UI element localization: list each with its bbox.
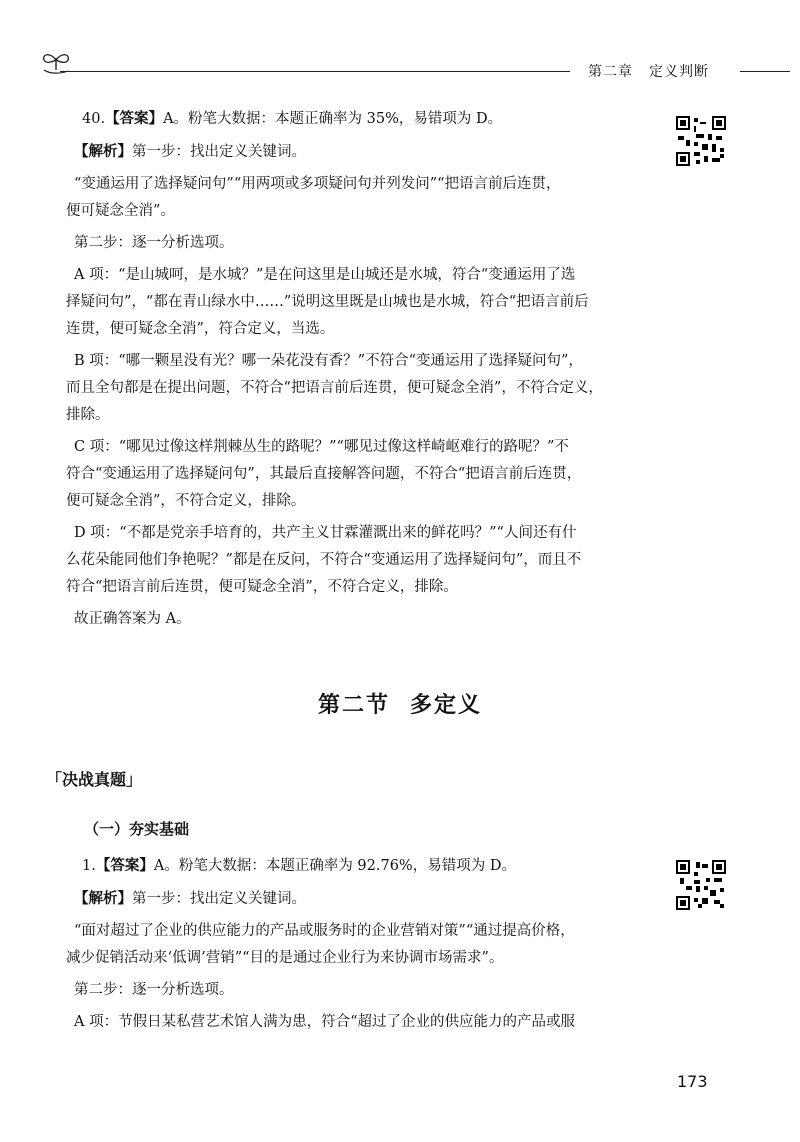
chapter-title: 定义判断: [649, 64, 709, 80]
text-line: 择疑问句”，“都在青山绿水中……”说明这里既是山城也是水城，符合“把语言前后: [66, 294, 589, 310]
text-line: 排除。: [66, 407, 110, 423]
section-title: [0, 688, 800, 719]
analysis-line: [74, 885, 644, 913]
subsection-title: （一）夯实基础: [84, 820, 190, 838]
text-line: C 项：“哪见过像这样荆棘丛生的路呢？”“哪见过像这样崎岖难行的路呢？”不: [74, 439, 569, 455]
text-line: B 项：“哪一颗星没有光？哪一朵花没有香？”不符合“变通运用了选择疑问句”，: [74, 353, 583, 369]
running-header: [588, 61, 725, 81]
keywords-paragraph: [66, 171, 644, 225]
header-rule-right: [740, 71, 790, 72]
analysis-step1: 第一步：找出定义关键词。: [132, 144, 306, 160]
section-number: 第二节: [317, 693, 390, 718]
option-b-paragraph: [66, 348, 644, 429]
option-a-paragraph: [74, 1009, 644, 1036]
text-line: “面对超过了企业的供应能力的产品或服务时的企业营销对策”“通过提高价格，: [74, 923, 575, 939]
text-line: 连贯，便可疑念全消”，符合定义，当选。: [66, 321, 335, 337]
analysis-tag: 【解析】: [74, 143, 132, 160]
answer-text: A。粉笔大数据：本题正确率为 35%，易错项为 D。: [163, 111, 503, 127]
question-40-explanation: [66, 105, 644, 638]
qr-code-icon: [676, 116, 726, 166]
analysis-tag: 【解析】: [74, 890, 132, 907]
text-line: 第二步：逐一分析选项。: [74, 982, 234, 998]
text-line: 故正确答案为 A。: [74, 611, 191, 627]
page-number: 173: [677, 1072, 708, 1091]
answer-line: [74, 105, 644, 133]
text-line: 符合“变通运用了选择疑问句”，其最后直接解答问题，不符合“把语言前后连贯，: [66, 466, 582, 482]
text-line: 减少促销活动来‘低调’营销”“目的是通过企业行为来协调市场需求”。: [66, 950, 504, 966]
answer-line: [74, 852, 644, 880]
answer-tag: 【答案】: [105, 110, 164, 127]
text-line: A 项：节假日某私营艺术馆人满为患，符合“超过了企业的供应能力的产品或服: [74, 1014, 575, 1030]
answer-tag: 【答案】: [95, 857, 154, 874]
qr-code-icon: [676, 860, 726, 910]
text-line: 第二步：逐一分析选项。: [74, 235, 234, 251]
exam-questions-label: 「决战真题」: [46, 770, 143, 789]
text-line: 么花朵能同他们争艳呢？”都是在反问，不符合“变通运用了选择疑问句”，而且不: [66, 552, 582, 568]
text-line: D 项：“不都是党亲手培育的，共产主义甘霖灌溉出来的鲜花吗？”“人间还有什: [74, 525, 577, 541]
text-line: 而且全句都是在提出问题，不符合“把语言前后连贯，便可疑念全消”，不符合定义，: [66, 380, 603, 396]
text-line: 符合“把语言前后连贯，便可疑念全消”，不符合定义，排除。: [66, 579, 458, 595]
text-line: 便可疑念全消”。: [66, 203, 175, 219]
analysis-step1: 第一步：找出定义关键词。: [132, 891, 306, 907]
header-rule: [60, 71, 570, 72]
answer-text: A。粉笔大数据：本题正确率为 92.76%，易错项为 D。: [153, 858, 516, 874]
option-c-paragraph: [66, 434, 644, 515]
step2-paragraph: [74, 230, 644, 257]
analysis-line: [74, 138, 644, 166]
option-d-paragraph: [66, 520, 644, 601]
text-line: A 项：“是山城呵，是水城？”是在问这里是山城还是水城，符合“变通运用了选: [74, 267, 576, 283]
conclusion-paragraph: [74, 606, 644, 633]
question-1-explanation: [66, 852, 644, 1041]
text-line: “变通运用了选择疑问句”“用两项或多项疑问句并列发问”“把语言前后连贯，: [74, 176, 561, 192]
chapter-label: 第二章: [588, 64, 633, 80]
question-number: 40.: [82, 111, 106, 127]
keywords-paragraph: [66, 918, 644, 972]
section-name: 多定义: [410, 693, 483, 718]
question-number: 1.: [82, 858, 96, 874]
step2-paragraph: [74, 977, 644, 1004]
text-line: 便可疑念全消”，不符合定义，排除。: [66, 493, 306, 509]
option-a-paragraph: [66, 262, 644, 343]
